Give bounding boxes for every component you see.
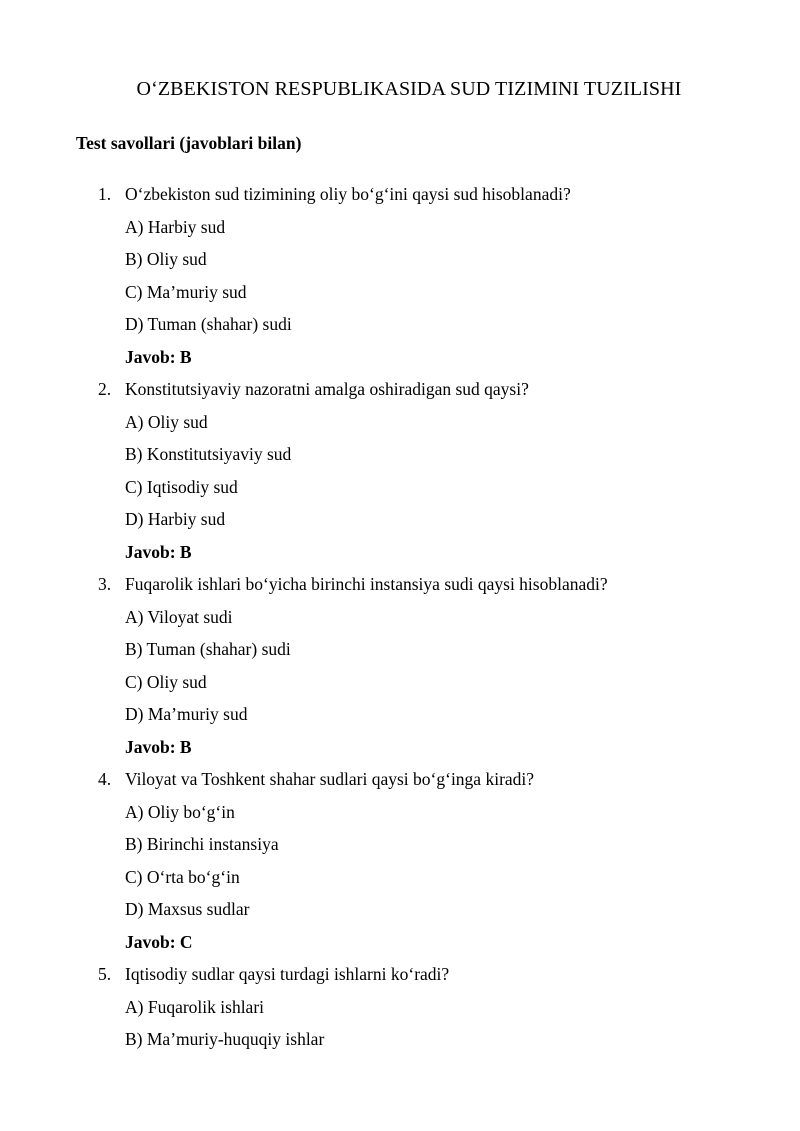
answer-option: C) Ma’muriy sud [125, 281, 247, 302]
question-item [0, 570, 800, 765]
answer-option: A) Oliy sud [125, 411, 208, 432]
question-item [0, 375, 800, 570]
question-text: Fuqarolik ishlari bo‘yicha birinchi instansiya sudi qaysi hisoblanadi? [125, 574, 608, 594]
question-text: Konstitutsiyaviy nazoratni amalga oshiradigan sud qaysi? [125, 379, 529, 399]
answer-option: A) Oliy bo‘g‘in [125, 801, 235, 822]
answer-option: D) Maxsus sudlar [125, 899, 250, 919]
question-item [0, 180, 800, 375]
answer-option: B) Ma’muriy-huquqiy ishlar [125, 1029, 325, 1049]
answer-option: C) O‘rta bo‘g‘in [125, 866, 240, 887]
question-item [0, 765, 800, 960]
question-number: 4. [98, 769, 112, 789]
correct-answer: Javob: B [125, 541, 192, 562]
answer-option: D) Ma’muriy sud [125, 704, 248, 724]
question-item [0, 960, 800, 1058]
document-title: O‘ZBEKISTON RESPUBLIKASIDA SUD TIZIMINI TUZILISHI [136, 78, 682, 100]
answer-option: B) Konstitutsiyaviy sud [125, 444, 292, 464]
answer-option: D) Tuman (shahar) sudi [125, 314, 292, 334]
document-subtitle: Test savollari (javoblari bilan) [76, 133, 302, 153]
question-number: 3. [98, 574, 112, 594]
question-text: Iqtisodiy sudlar qaysi turdagi ishlarni ko‘radi? [125, 964, 450, 984]
question-number: 1. [98, 184, 112, 204]
answer-option: C) Oliy sud [125, 671, 207, 692]
question-number: 5. [98, 964, 112, 984]
answer-option: D) Harbiy sud [125, 509, 226, 529]
question-text: Viloyat va Toshkent shahar sudlari qaysi bo‘g‘inga kiradi? [125, 769, 535, 789]
question-text: O‘zbekiston sud tizimining oliy bo‘g‘ini qaysi sud hisoblanadi? [125, 184, 571, 204]
answer-option: B) Birinchi instansiya [125, 834, 279, 854]
correct-answer: Javob: B [125, 736, 192, 757]
answer-option: B) Tuman (shahar) sudi [125, 639, 291, 659]
correct-answer: Javob: C [125, 931, 193, 952]
question-list [0, 180, 800, 1058]
question-number: 2. [98, 379, 112, 399]
correct-answer: Javob: B [125, 346, 192, 367]
answer-option: A) Fuqarolik ishlari [125, 996, 265, 1017]
answer-option: A) Harbiy sud [125, 216, 226, 237]
answer-option: C) Iqtisodiy sud [125, 476, 238, 497]
answer-option: A) Viloyat sudi [125, 606, 233, 627]
answer-option: B) Oliy sud [125, 249, 207, 269]
